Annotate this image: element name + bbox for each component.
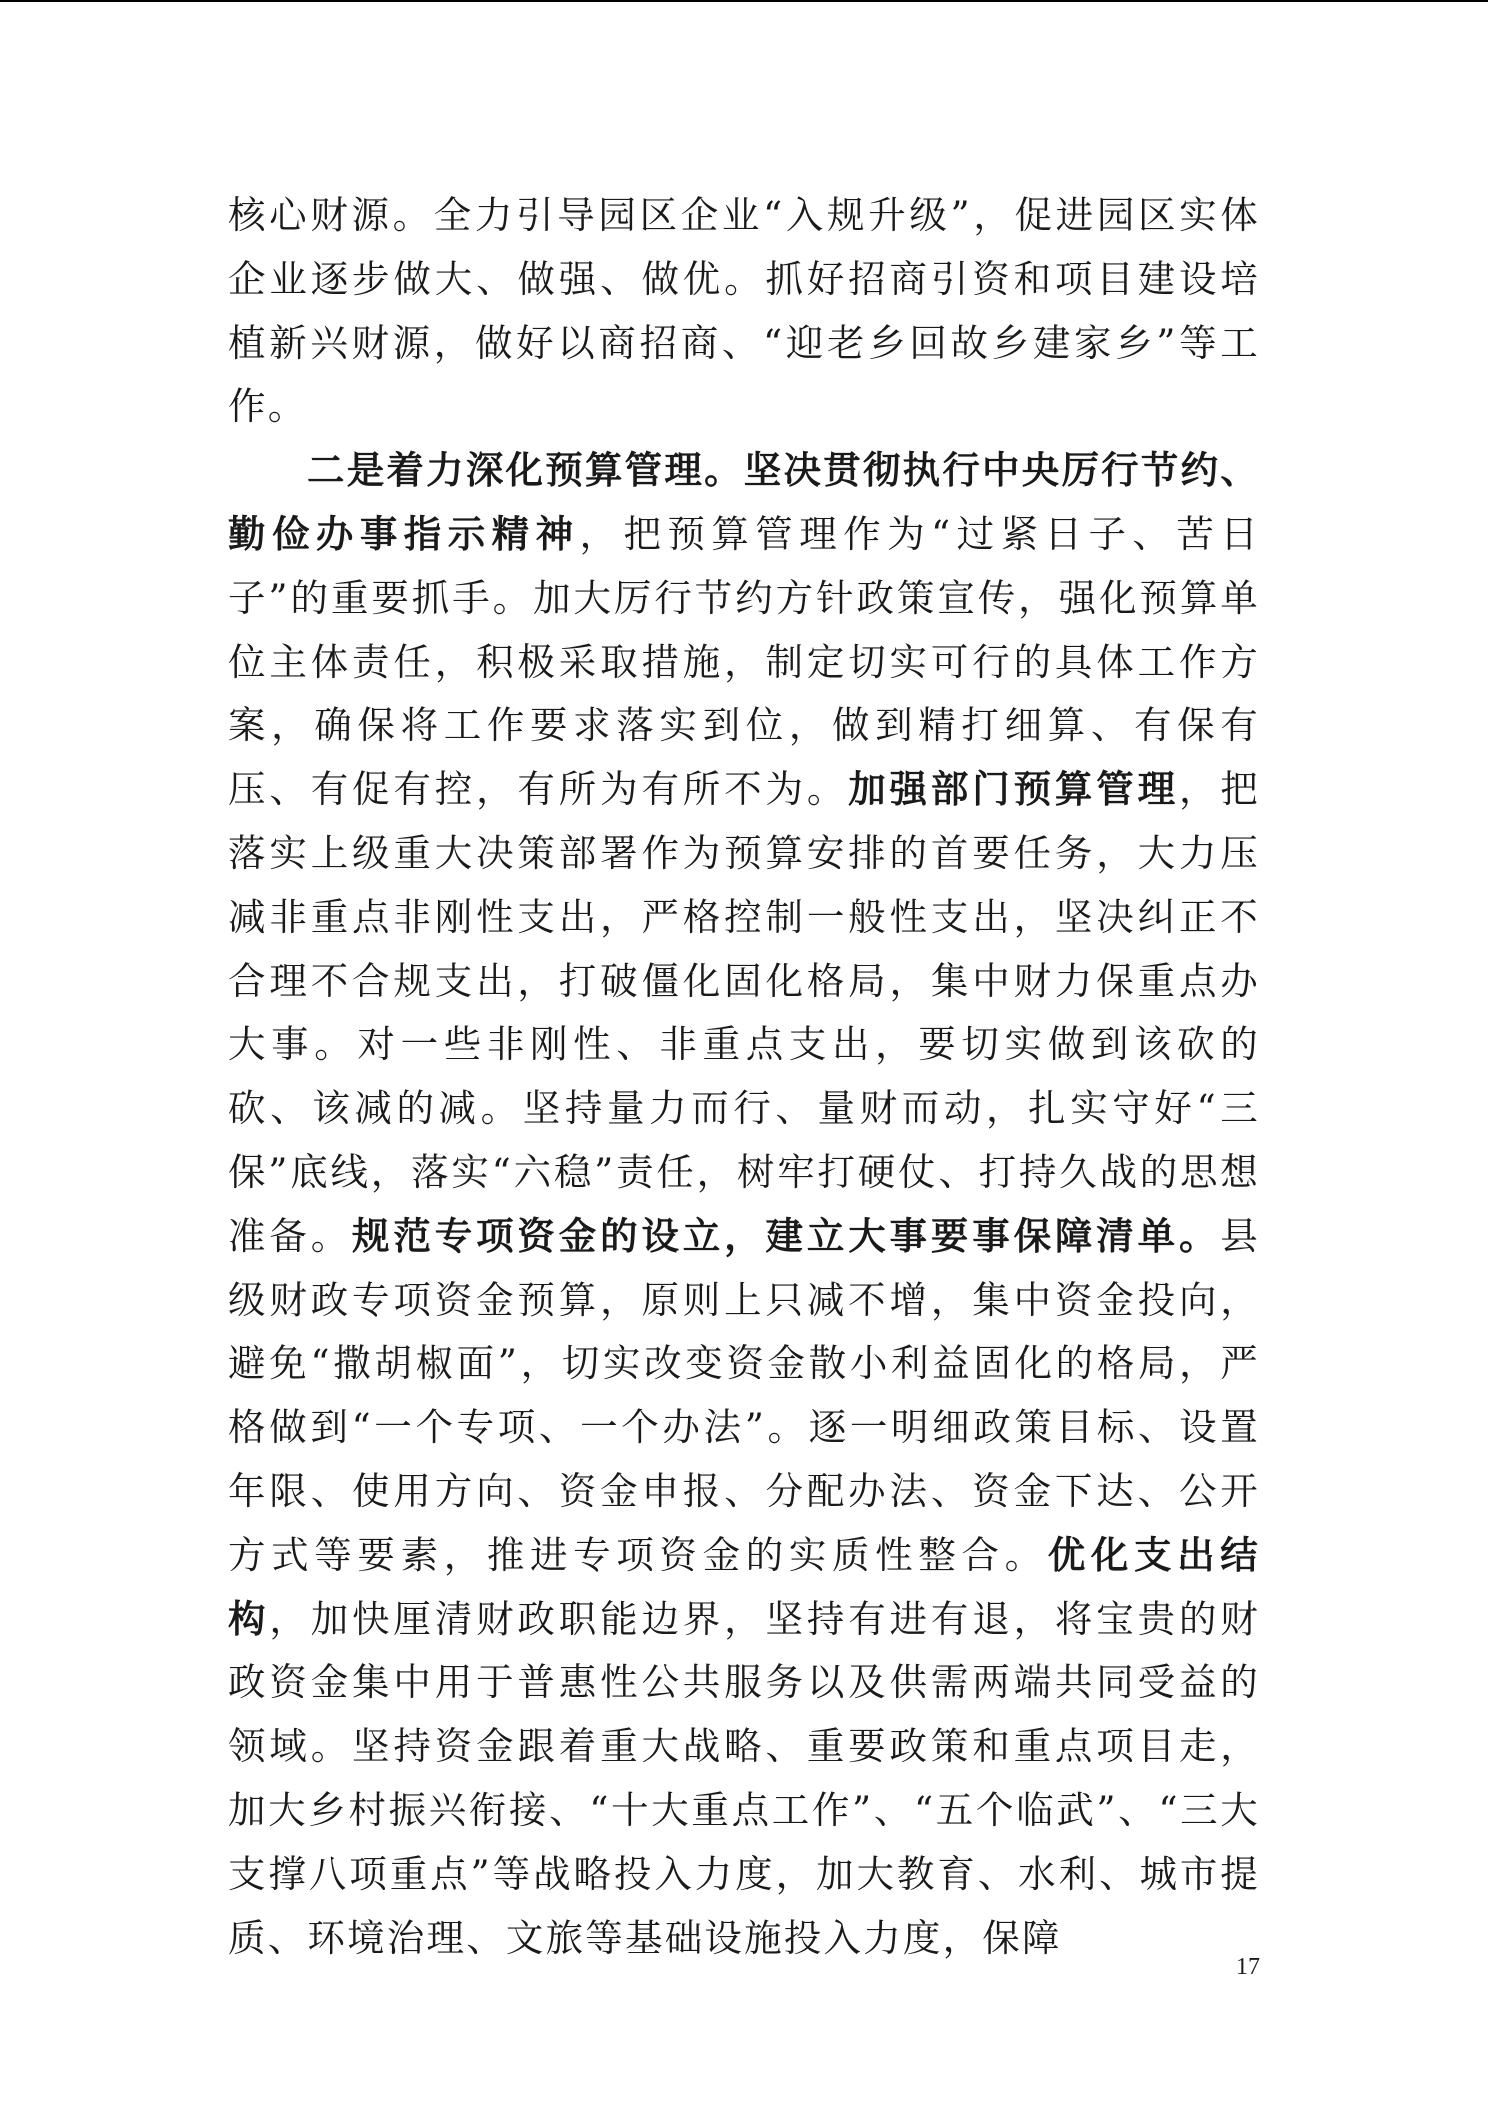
top-border-line	[0, 0, 1488, 2]
paragraph-text: ，把落实上级重大决策部署作为预算安排的首要任务，大力压减非重点非刚性支出，严格控制一般性支出，坚决纠正不合理不合规支出，打破僵化固化格局，集中财力保重点办大事。对一些非刚性、非重点支出，要切实做到该砍的砍、该减的减。坚持量力而行、量财而动，扎实守好“三保”底线，落实“六稳”责任，树牢打硬仗、打持久战的思想准备。	[228, 767, 1260, 1258]
paragraph-text: 县级财政专项资金预算，原则上只减不增，集中资金投向，避免“撒胡椒面”，切实改变资金散小利益固化的格局，严格做到“一个专项、一个办法”。逐一明细政策目标、设置年限、使用方向、资金申报、分配办法、资金下达、公开方式等要素，推进专项资金的实质性整合。	[228, 1213, 1260, 1577]
section-heading: 二是着力深化预算管理。坚决贯彻执行中央厉行节约、勤俭办事指示精神	[228, 448, 1260, 556]
paragraph-budget-management	[228, 439, 1260, 1970]
page-number: 17	[1236, 1954, 1260, 1980]
bold-phrase: 加强部门预算管理	[848, 767, 1179, 812]
paragraph-continued	[228, 184, 1260, 439]
paragraph-text: ，加快厘清财政职能边界，坚持有进有退，将宝贵的财政资金集中用于普惠性公共服务以及供需两端共同受益的领域。坚持资金跟着重大战略、重要政策和重点项目走，加大乡村振兴衔接、“十大重点工作”、“五个临武”、“三大支撑八项重点”等战略投入力度，加大教育、水利、城市提质、环境治理、文旅等基础设施投入力度，保障	[228, 1596, 1260, 1960]
paragraph-text: 核心财源。全力引导园区企业“入规升级”，促进园区实体企业逐步做大、做强、做优。抓好招商引资和项目建设培植新兴财源，做好以商招商、“迎老乡回故乡建家乡”等工作。	[228, 193, 1260, 429]
paragraph-text: ，把预算管理作为“过紧日子、苦日子”的重要抓手。加大厉行节约方针政策宣传，强化预算单位主体责任，积极采取措施，制定切实可行的具体工作方案，确保将工作要求落实到位，做到精打细算、有保有压、有促有控，有所为有所不为。	[228, 511, 1260, 812]
bold-phrase: 优化支出结构	[228, 1532, 1260, 1641]
bold-phrase: 规范专项资金的设立，建立大事要事保障清单。	[352, 1213, 1221, 1258]
document-body	[228, 184, 1260, 1970]
